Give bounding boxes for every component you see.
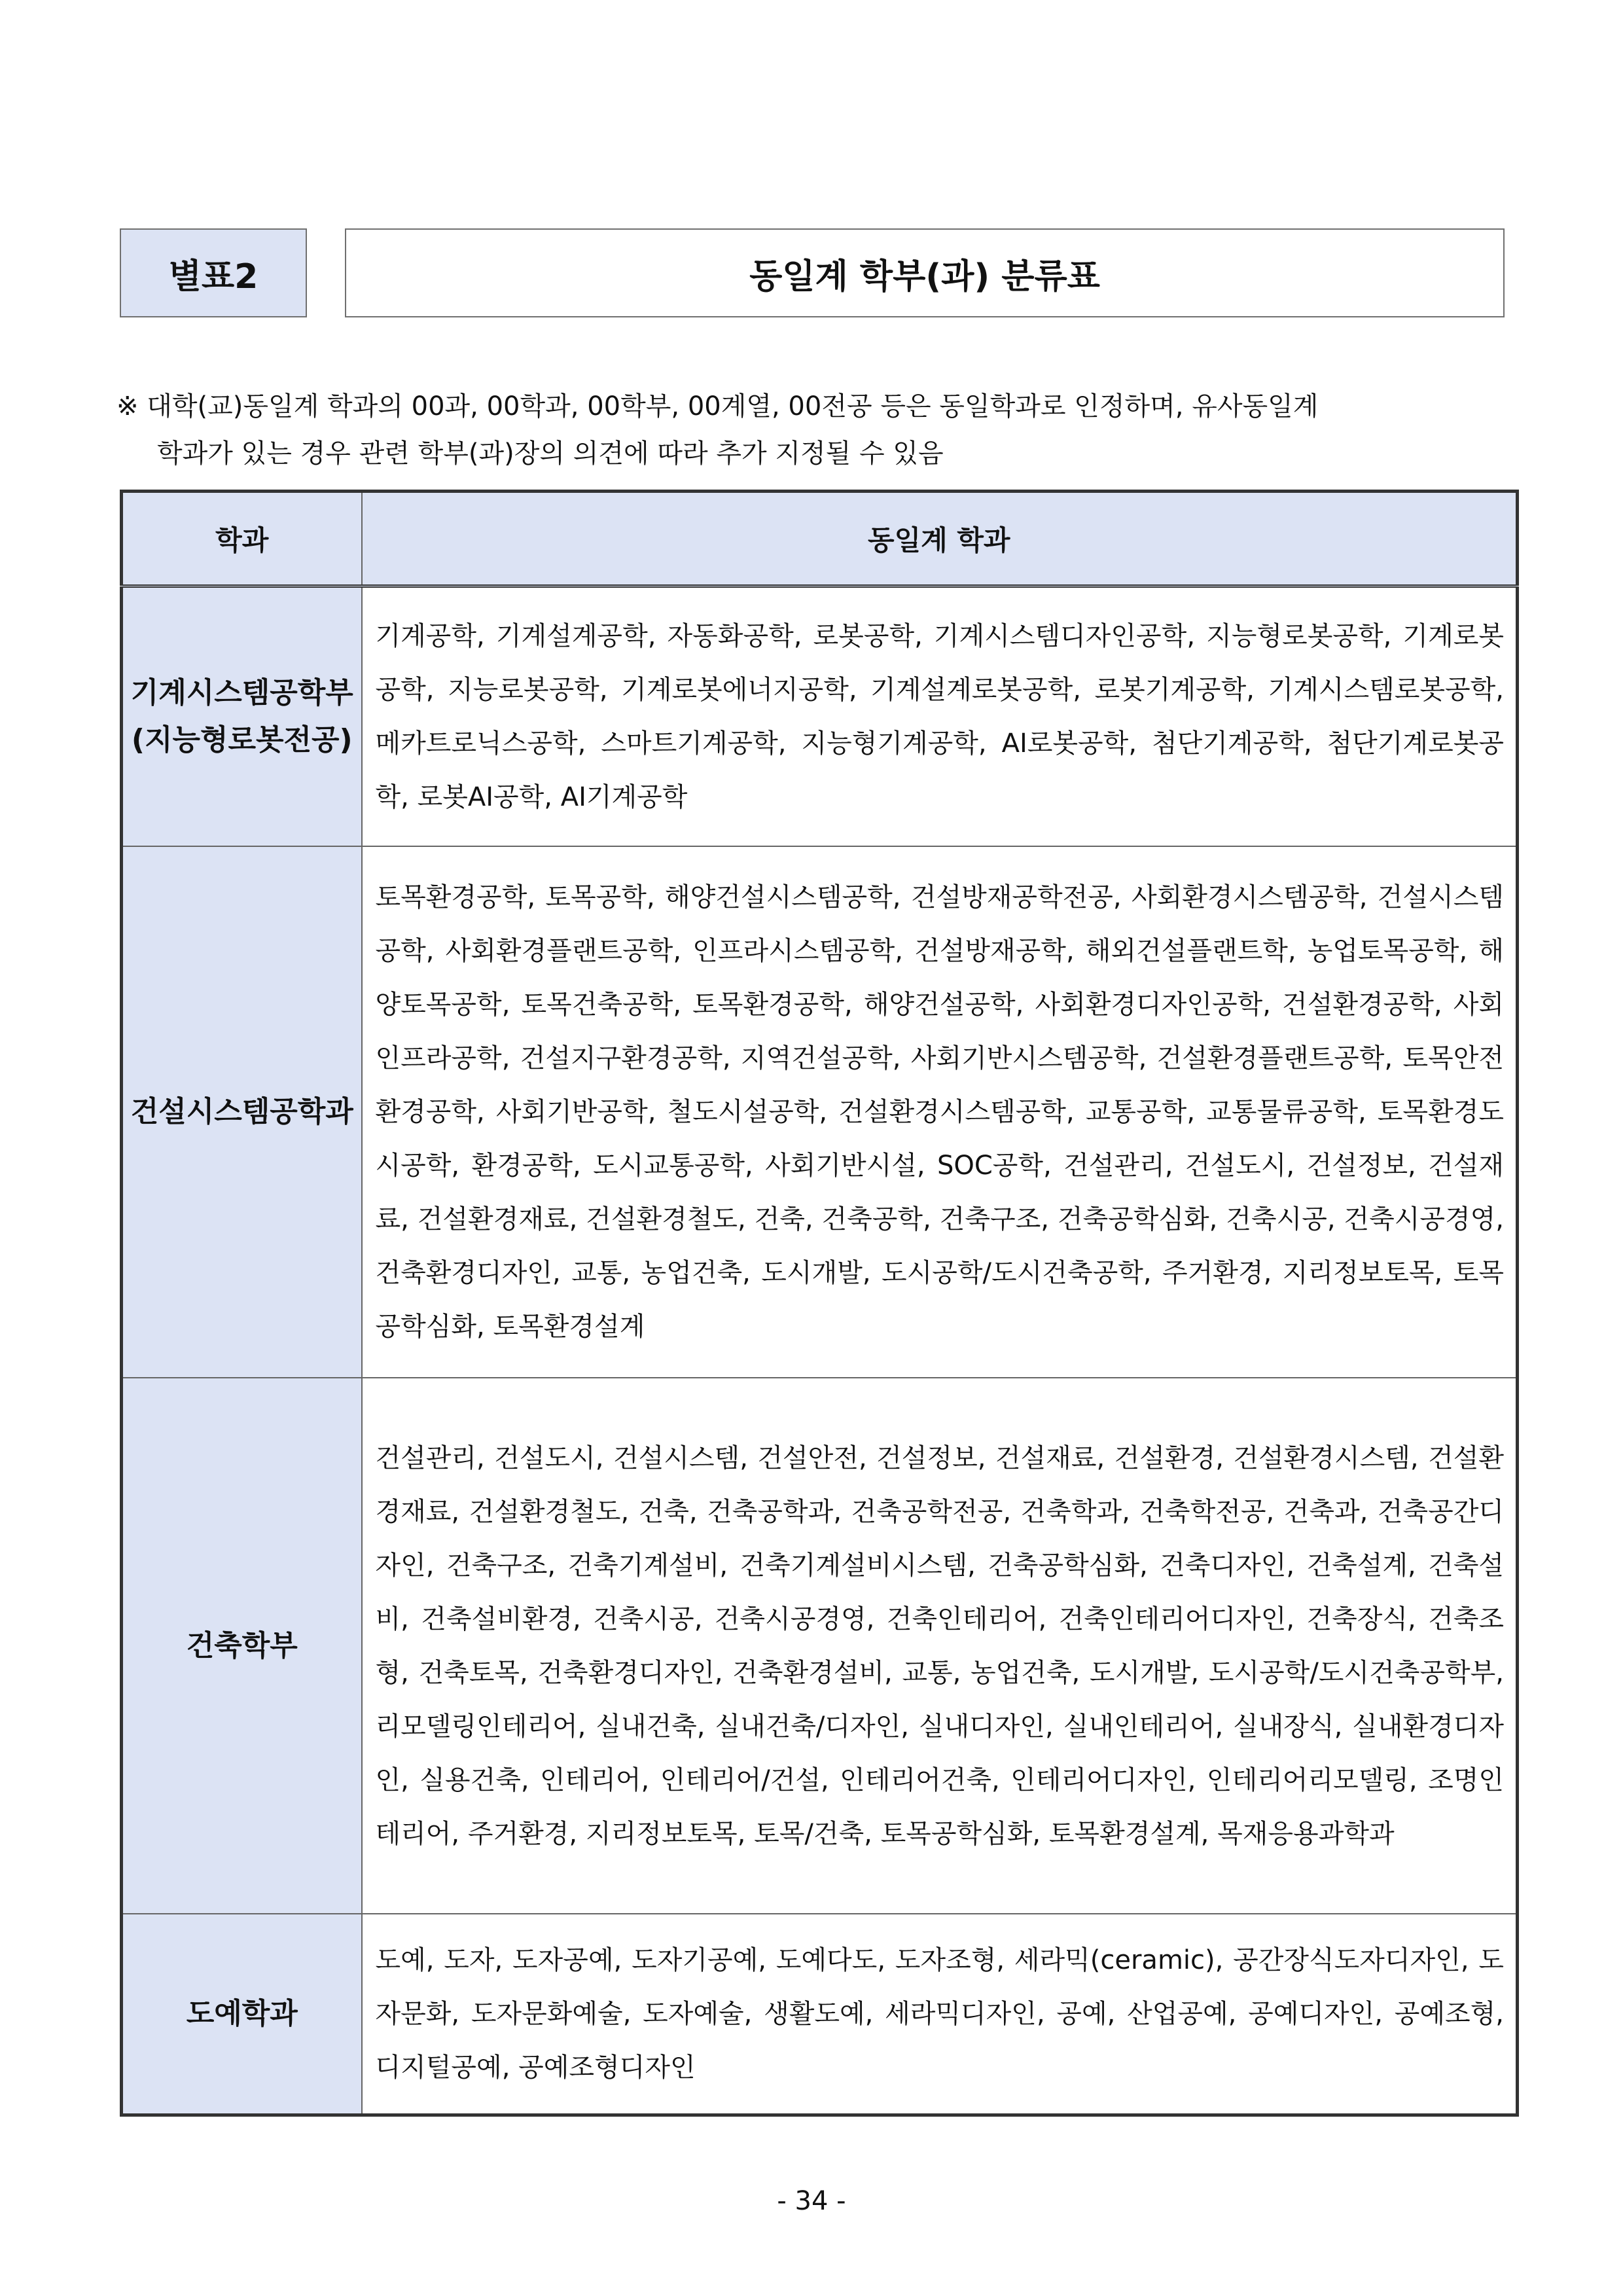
table-header-row <box>122 492 1518 586</box>
page-number: - 34 - <box>777 2186 846 2216</box>
note-paragraph <box>116 383 1507 477</box>
dept-cell <box>122 586 362 847</box>
note-line-1: ※ 대학(교)동일계 학과의 00과, 00학과, 00학부, 00계열, 00전공 등은 동일학과로 인정하며, 유사동일계 <box>116 391 1319 422</box>
column-header-dept: 학과 <box>122 492 362 586</box>
classification-table <box>120 490 1519 2117</box>
majors-cell: 토목환경공학, 토목공학, 해양건설시스템공학, 건설방재공학전공, 사회환경시스템공학, 건설시스템공학, 사회환경플랜트공학, 인프라시스템공학, 건설방재공학, 해외건설플랜트학, 농업토목공학, 해양토목공학, 토목건축공학, 토목환경공학, 해양건설공학, 사회환경디자인공학, 건설환경공학, 사회인프라공학, 건설지구환경공학, 지역건설공학, 사회기반시스템공학, 건설환경플랜트공학, 토목안전환경공학, 사회기반공학, 철도시설공학, 건설환경시스템공학, 교통공학, 교통물류공학, 토목환경도시공학, 환경공학, 도시교통공학, 사회기반시설, SOC공학, 건설관리, 건설도시, 건설정보, 건설재료, 건설환경재료, 건설환경철도, 건축, 건축공학, 건축구조, 건축공학심화, 건축시공, 건축시공경영, 건축환경디자인, 교통, 농업건축, 도시개발, 도시공학/도시건축공학, 주거환경, 지리정보토목, 토목공학심화, 토목환경설계 <box>362 846 1518 1378</box>
appendix-label <box>120 228 307 317</box>
dept-cell: 건설시스템공학과 <box>122 846 362 1378</box>
dept-cell: 건축학부 <box>122 1378 362 1914</box>
majors-cell: 건설관리, 건설도시, 건설시스템, 건설안전, 건설정보, 건설재료, 건설환경, 건설환경시스템, 건설환경재료, 건설환경철도, 건축, 건축공학과, 건축공학전공, 건축학과, 건축학전공, 건축과, 건축공간디자인, 건축구조, 건축기계설비, 건축기계설비시스템, 건축공학심화, 건축디자인, 건축설계, 건축설비, 건축설비환경, 건축시공, 건축시공경영, 건축인테리어, 건축인테리어디자인, 건축장식, 건축조형, 건축토목, 건축환경디자인, 건축환경설비, 교통, 농업건축, 도시개발, 도시공학/도시건축공학부, 리모델링인테리어, 실내건축, 실내건축/디자인, 실내디자인, 실내인테리어, 실내장식, 실내환경디자인, 실용건축, 인테리어, 인테리어/건설, 인테리어건축, 인테리어디자인, 인테리어리모델링, 조명인테리어, 주거환경, 지리정보토목, 토목/건축, 토목공학심화, 토목환경설계, 목재응용과학과 <box>362 1378 1518 1914</box>
appendix-label-text: 별표2 <box>168 257 259 296</box>
table-row <box>122 846 1518 1378</box>
column-header-majors: 동일계 학과 <box>362 492 1518 586</box>
dept-cell: 도예학과 <box>122 1914 362 2115</box>
majors-cell: 기계공학, 기계설계공학, 자동화공학, 로봇공학, 기계시스템디자인공학, 지능형로봇공학, 기계로봇공학, 지능로봇공학, 기계로봇에너지공학, 기계설계로봇공학, 로봇기계공학, 기계시스템로봇공학, 메카트로닉스공학, 스마트기계공학, 지능형기계공학, AI로봇공학, 첨단기계공학, 첨단기계로봇공학, 로봇AI공학, AI기계공학 <box>362 586 1518 847</box>
document-title-text: 동일계 학부(과) 분류표 <box>749 257 1100 296</box>
table-row <box>122 1378 1518 1914</box>
table-row <box>122 1914 1518 2115</box>
table-row <box>122 586 1518 847</box>
document-title <box>345 228 1505 317</box>
note-line-2: 학과가 있는 경우 관련 학부(과)장의 의견에 따라 추가 지정될 수 있음 <box>157 439 944 469</box>
majors-cell: 도예, 도자, 도자공예, 도자기공예, 도예다도, 도자조형, 세라믹(ceramic), 공간장식도자디자인, 도자문화, 도자문화예술, 도자예술, 생활도예, 세라믹디자인, 공예, 산업공예, 공예디자인, 공예조형, 디지털공예, 공예조형디자인 <box>362 1914 1518 2115</box>
dept-name: 기계시스템공학부 (지능형로봇전공) <box>130 676 353 757</box>
